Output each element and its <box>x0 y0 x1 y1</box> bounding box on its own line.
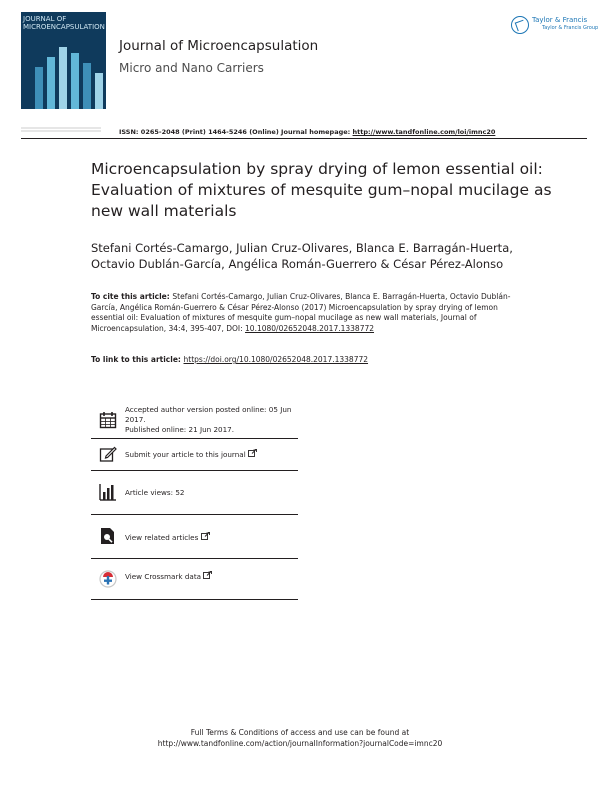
external-link-icon <box>201 532 210 540</box>
external-link-icon <box>203 571 212 579</box>
published-date: Published online: 21 Jun 2017. <box>125 425 235 434</box>
cover-caption-lines <box>21 127 101 131</box>
cover-title-line-2: MICROENCAPSULATION <box>23 23 105 31</box>
external-link-icon <box>248 449 257 457</box>
cover-stripe <box>83 63 91 109</box>
related-articles-label: View related articles <box>125 533 199 542</box>
cover-stripe <box>71 53 79 109</box>
related-articles-box[interactable] <box>91 514 298 559</box>
header-divider <box>21 138 587 139</box>
edit-icon <box>99 445 117 463</box>
citation-text: Stefani Cortés-Camargo, Julian Cruz-Olivares, Blanca E. Barragán-Huerta, Octavio Dublán-García, Angélica Román-Guerrero & César Pérez-Alonso (2017) Microencapsulation by spray drying of lemon essential oil: Evaluation of mixtures of mesquite gum–nopal mucilage as new wall materials, Journal of Microencapsulation, 34:4, 395-407, DOI: <box>91 292 511 333</box>
dates-box <box>91 402 298 439</box>
crossmark-link[interactable] <box>125 571 297 582</box>
citation-label: To cite this article: <box>91 292 173 301</box>
issn-line <box>119 128 495 136</box>
crossmark-box[interactable] <box>91 558 298 600</box>
authors-line-2: Octavio Dublán-García, Angélica Román-Guerrero & César Pérez-Alonso <box>91 257 504 271</box>
publisher-name: Taylor & Francis <box>532 16 588 24</box>
accepted-date: Accepted author version posted online: 05 Jun 2017. <box>125 405 292 424</box>
journal-homepage-link[interactable]: http://www.tandfonline.com/loi/imnc20 <box>352 128 496 136</box>
publisher-logo[interactable] <box>511 15 599 37</box>
cover-title <box>23 15 105 31</box>
article-title: Microencapsulation by spray drying of lemon essential oil: Evaluation of mixtures of mesquite gum–nopal mucilage as new wall materials <box>91 160 552 220</box>
publisher-group: Taylor & Francis Group <box>542 25 599 31</box>
cover-stripe <box>47 57 55 109</box>
issn-text: ISSN: 0265-2048 (Print) 1464-5246 (Online) Journal homepage: <box>119 128 353 136</box>
authors-line-1: Stefani Cortés-Camargo, Julian Cruz-Olivares, Blanca E. Barragán-Huerta, <box>91 241 513 255</box>
journal-subtitle: Micro and Nano Carriers <box>119 61 264 75</box>
citation-block <box>91 292 511 334</box>
journal-title[interactable]: Journal of Microencapsulation <box>119 38 319 54</box>
submit-article-link[interactable] <box>125 449 297 460</box>
cover-stripe <box>95 73 103 109</box>
journal-cover-image <box>21 12 106 109</box>
footer-terms-link[interactable]: http://www.tandfonline.com/action/journalInformation?journalCode=imnc20 <box>157 739 443 748</box>
article-link-line <box>91 355 368 364</box>
article-doi-url[interactable]: https://doi.org/10.1080/02652048.2017.1338772 <box>183 355 369 364</box>
cover-stripe <box>35 67 43 109</box>
cover-title-line-1: JOURNAL OF <box>23 15 67 23</box>
dates-text <box>125 405 297 435</box>
search-document-icon <box>99 527 117 545</box>
bar-chart-icon <box>99 483 117 501</box>
calendar-icon <box>99 411 117 429</box>
submit-article-label: Submit your article to this journal <box>125 450 246 459</box>
submit-article-box[interactable] <box>91 438 298 471</box>
cover-stripe <box>59 47 67 109</box>
footer-line-1: Full Terms & Conditions of access and use can be found at <box>190 728 410 737</box>
crossmark-icon <box>99 570 117 588</box>
article-views-text: Article views: 52 <box>125 488 185 497</box>
crossmark-label: View Crossmark data <box>125 572 202 581</box>
author-list <box>91 240 571 272</box>
link-label: To link to this article: <box>91 355 184 364</box>
footer-terms <box>0 727 600 749</box>
related-articles-link[interactable] <box>125 532 297 543</box>
citation-doi-link[interactable]: 10.1080/02652048.2017.1338772 <box>245 323 375 333</box>
article-views-box <box>91 470 298 515</box>
publisher-logo-icon <box>511 16 529 34</box>
